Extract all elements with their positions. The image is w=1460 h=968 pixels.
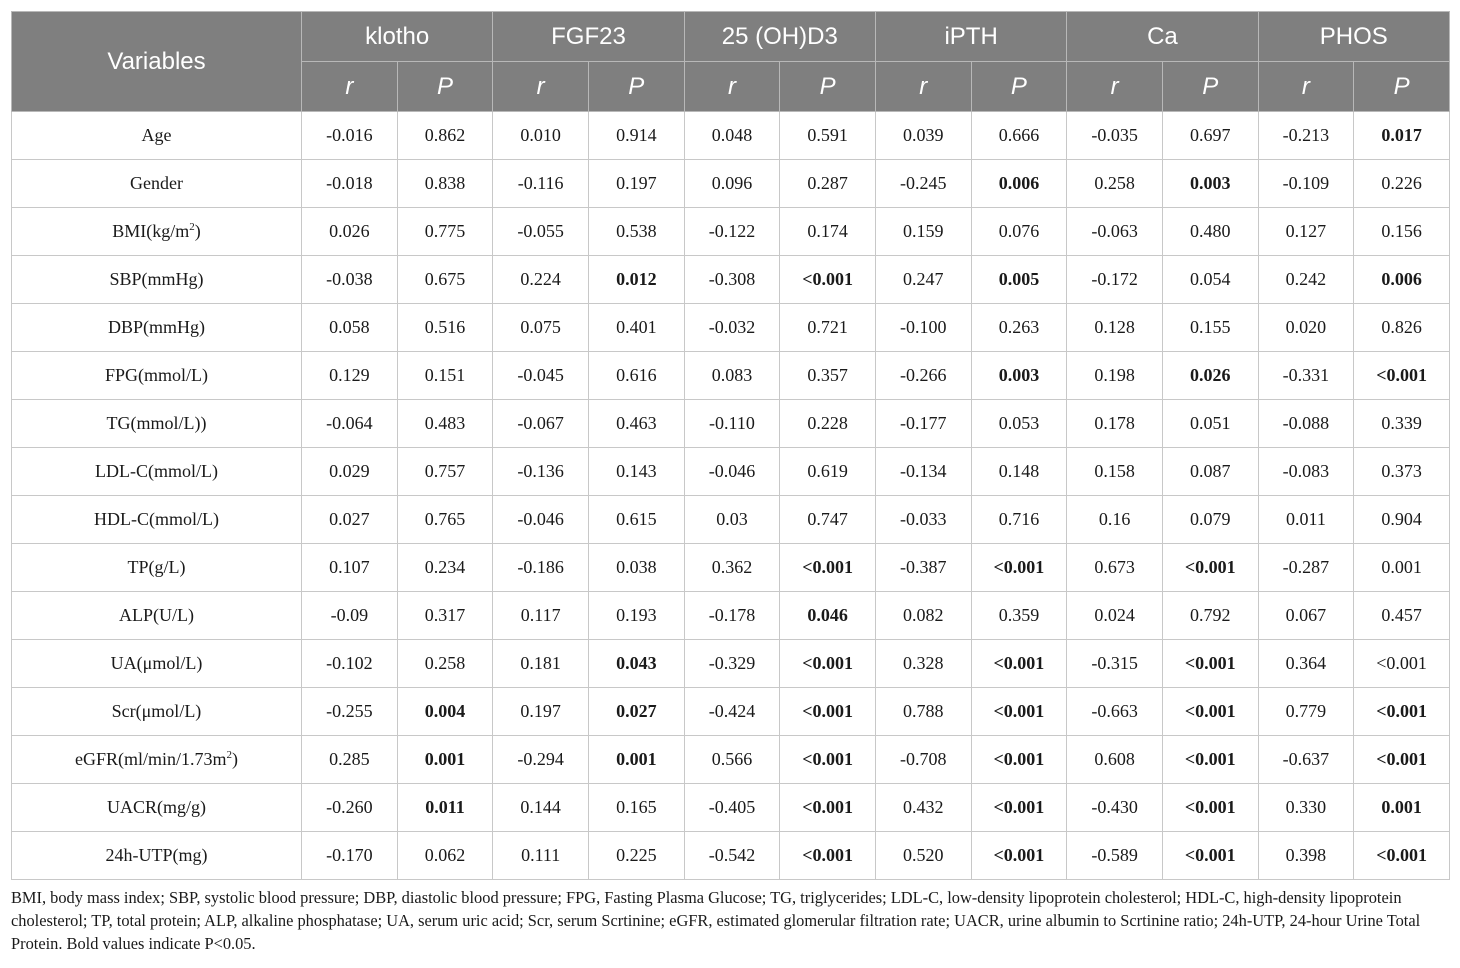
- r-value-cell: -0.088: [1258, 400, 1354, 448]
- variable-label-text: 24h-UTP(mg): [105, 845, 208, 865]
- variable-label-text: SBP(mmHg): [109, 269, 204, 289]
- r-value-cell: -0.038: [302, 256, 398, 304]
- variable-label-text: ALP(U/L): [119, 605, 194, 625]
- subheader-r: r: [1258, 62, 1354, 112]
- p-value-cell: 0.027: [588, 688, 684, 736]
- subheader-p: P: [397, 62, 493, 112]
- p-value-cell: 0.359: [971, 592, 1067, 640]
- table-body: [12, 112, 1450, 880]
- r-value-cell: -0.186: [493, 544, 589, 592]
- table-row: [12, 448, 1450, 496]
- variable-label-text: Scr(μmol/L): [111, 701, 202, 721]
- r-value-cell: -0.589: [1067, 832, 1163, 880]
- r-value-cell: 0.197: [493, 688, 589, 736]
- r-value-cell: 0.520: [875, 832, 971, 880]
- r-value-cell: 0.608: [1067, 736, 1163, 784]
- p-value-cell: 0.757: [397, 448, 493, 496]
- p-value-cell: 0.006: [1354, 256, 1450, 304]
- p-value-cell: 0.463: [588, 400, 684, 448]
- p-value-cell: 0.615: [588, 496, 684, 544]
- p-value-cell: 0.001: [1354, 784, 1450, 832]
- r-value-cell: -0.083: [1258, 448, 1354, 496]
- r-value-cell: -0.063: [1067, 208, 1163, 256]
- r-value-cell: -0.708: [875, 736, 971, 784]
- p-value-cell: 0.001: [397, 736, 493, 784]
- p-value-cell: 0.012: [588, 256, 684, 304]
- r-value-cell: -0.424: [684, 688, 780, 736]
- p-value-cell: 0.516: [397, 304, 493, 352]
- r-value-cell: 0.127: [1258, 208, 1354, 256]
- p-value-cell: 0.775: [397, 208, 493, 256]
- r-value-cell: -0.122: [684, 208, 780, 256]
- r-value-cell: 0.398: [1258, 832, 1354, 880]
- variable-label-text: HDL-C(mmol/L): [94, 509, 219, 529]
- r-value-cell: 0.128: [1067, 304, 1163, 352]
- p-value-cell: 0.051: [1162, 400, 1258, 448]
- p-value-cell: 0.616: [588, 352, 684, 400]
- r-value-cell: 0.285: [302, 736, 398, 784]
- variable-label: [12, 544, 302, 592]
- p-value-cell: 0.006: [971, 160, 1067, 208]
- table-footnote: BMI, body mass index; SBP, systolic blood pressure; DBP, diastolic blood pressure; FPG, Fasting Plasma Glucose; TG, triglycerides; LDL-C, low-density lipoprotein cholesterol; HDL-C, high-density lipoprotein cholesterol; TP, total protein; ALP, alkaline phosphatase; UA, serum uric acid; Scr, serum Scrtinine; eGFR, estimated glomerular filtration rate; UACR, urine albumin to Scrtinine ratio; 24h-UTP, 24-hour Urine Total Protein. Bold values indicate P<0.05.: [11, 888, 1421, 953]
- r-value-cell: 0.024: [1067, 592, 1163, 640]
- table-row: [12, 160, 1450, 208]
- table-row: [12, 496, 1450, 544]
- r-value-cell: 0.082: [875, 592, 971, 640]
- p-value-cell: 0.087: [1162, 448, 1258, 496]
- p-value-cell: 0.225: [588, 832, 684, 880]
- p-value-cell: 0.003: [1162, 160, 1258, 208]
- p-value-cell: 0.838: [397, 160, 493, 208]
- r-value-cell: 0.258: [1067, 160, 1163, 208]
- subheader-p: P: [588, 62, 684, 112]
- variable-label: [12, 688, 302, 736]
- r-value-cell: -0.178: [684, 592, 780, 640]
- variable-label-superscript: 2: [226, 749, 232, 761]
- p-value-cell: 0.004: [397, 688, 493, 736]
- r-value-cell: 0.159: [875, 208, 971, 256]
- r-value-cell: -0.134: [875, 448, 971, 496]
- r-value-cell: 0.198: [1067, 352, 1163, 400]
- p-value-cell: <0.001: [971, 832, 1067, 880]
- variable-label-superscript: 2: [189, 221, 195, 233]
- subheader-r: r: [302, 62, 398, 112]
- r-value-cell: -0.09: [302, 592, 398, 640]
- r-value-cell: 0.117: [493, 592, 589, 640]
- r-value-cell: 0.048: [684, 112, 780, 160]
- variable-label: [12, 160, 302, 208]
- r-value-cell: -0.100: [875, 304, 971, 352]
- r-value-cell: -0.172: [1067, 256, 1163, 304]
- p-value-cell: 0.826: [1354, 304, 1450, 352]
- r-value-cell: -0.637: [1258, 736, 1354, 784]
- p-value-cell: <0.001: [1162, 736, 1258, 784]
- r-value-cell: -0.387: [875, 544, 971, 592]
- r-value-cell: -0.055: [493, 208, 589, 256]
- r-value-cell: -0.032: [684, 304, 780, 352]
- p-value-cell: <0.001: [971, 736, 1067, 784]
- r-value-cell: 0.364: [1258, 640, 1354, 688]
- p-value-cell: 0.165: [588, 784, 684, 832]
- p-value-cell: <0.001: [1354, 640, 1450, 688]
- p-value-cell: <0.001: [780, 688, 876, 736]
- p-value-cell: 0.480: [1162, 208, 1258, 256]
- p-value-cell: 0.043: [588, 640, 684, 688]
- p-value-cell: <0.001: [971, 688, 1067, 736]
- p-value-cell: <0.001: [1162, 640, 1258, 688]
- p-value-cell: 0.156: [1354, 208, 1450, 256]
- r-value-cell: -0.033: [875, 496, 971, 544]
- p-value-cell: 0.193: [588, 592, 684, 640]
- p-value-cell: 0.904: [1354, 496, 1450, 544]
- r-value-cell: -0.331: [1258, 352, 1354, 400]
- p-value-cell: <0.001: [1354, 688, 1450, 736]
- r-value-cell: -0.266: [875, 352, 971, 400]
- r-value-cell: 0.011: [1258, 496, 1354, 544]
- p-value-cell: 0.373: [1354, 448, 1450, 496]
- p-value-cell: 0.001: [588, 736, 684, 784]
- r-value-cell: 0.029: [302, 448, 398, 496]
- table-row: [12, 304, 1450, 352]
- p-value-cell: <0.001: [780, 736, 876, 784]
- p-value-cell: <0.001: [1162, 544, 1258, 592]
- group-header: klotho: [302, 12, 493, 62]
- p-value-cell: 0.862: [397, 112, 493, 160]
- r-value-cell: -0.213: [1258, 112, 1354, 160]
- group-header: Ca: [1067, 12, 1258, 62]
- table-row: [12, 832, 1450, 880]
- p-value-cell: <0.001: [780, 832, 876, 880]
- p-value-cell: 0.697: [1162, 112, 1258, 160]
- p-value-cell: 0.054: [1162, 256, 1258, 304]
- p-value-cell: 0.792: [1162, 592, 1258, 640]
- variable-label: [12, 112, 302, 160]
- p-value-cell: 0.011: [397, 784, 493, 832]
- r-value-cell: 0.111: [493, 832, 589, 880]
- p-value-cell: <0.001: [1354, 352, 1450, 400]
- p-value-cell: 0.339: [1354, 400, 1450, 448]
- r-value-cell: -0.430: [1067, 784, 1163, 832]
- subheader-r: r: [493, 62, 589, 112]
- r-value-cell: 0.181: [493, 640, 589, 688]
- p-value-cell: 0.038: [588, 544, 684, 592]
- p-value-cell: 0.401: [588, 304, 684, 352]
- r-value-cell: -0.035: [1067, 112, 1163, 160]
- p-value-cell: <0.001: [1354, 832, 1450, 880]
- r-value-cell: -0.308: [684, 256, 780, 304]
- p-value-cell: <0.001: [780, 640, 876, 688]
- variable-label: [12, 640, 302, 688]
- table-header: [12, 12, 1450, 112]
- r-value-cell: 0.027: [302, 496, 398, 544]
- r-value-cell: -0.245: [875, 160, 971, 208]
- variable-label-text: Gender: [130, 173, 183, 193]
- variable-label: [12, 592, 302, 640]
- r-value-cell: -0.294: [493, 736, 589, 784]
- r-value-cell: -0.315: [1067, 640, 1163, 688]
- r-value-cell: -0.405: [684, 784, 780, 832]
- p-value-cell: <0.001: [971, 640, 1067, 688]
- r-value-cell: 0.158: [1067, 448, 1163, 496]
- r-value-cell: 0.039: [875, 112, 971, 160]
- variable-label: [12, 352, 302, 400]
- p-value-cell: 0.457: [1354, 592, 1450, 640]
- p-value-cell: <0.001: [971, 784, 1067, 832]
- r-value-cell: 0.566: [684, 736, 780, 784]
- variable-label: [12, 400, 302, 448]
- r-value-cell: 0.224: [493, 256, 589, 304]
- variable-label-text: BMI(kg/m: [112, 221, 190, 241]
- p-value-cell: 0.765: [397, 496, 493, 544]
- r-value-cell: 0.432: [875, 784, 971, 832]
- r-value-cell: 0.328: [875, 640, 971, 688]
- p-value-cell: 0.747: [780, 496, 876, 544]
- variables-header: Variables: [12, 12, 302, 112]
- r-value-cell: 0.083: [684, 352, 780, 400]
- variable-label: [12, 256, 302, 304]
- subheader-r: r: [684, 62, 780, 112]
- p-value-cell: 0.914: [588, 112, 684, 160]
- p-value-cell: <0.001: [1354, 736, 1450, 784]
- p-value-cell: <0.001: [1162, 784, 1258, 832]
- table-row: [12, 688, 1450, 736]
- variable-label: [12, 448, 302, 496]
- variable-label-text: TG(mmol/L)): [106, 413, 207, 433]
- r-value-cell: 0.096: [684, 160, 780, 208]
- r-value-cell: -0.255: [302, 688, 398, 736]
- r-value-cell: -0.016: [302, 112, 398, 160]
- variable-label-text: eGFR(ml/min/1.73m: [74, 749, 227, 769]
- p-value-cell: 0.675: [397, 256, 493, 304]
- p-value-cell: 0.003: [971, 352, 1067, 400]
- r-value-cell: -0.046: [684, 448, 780, 496]
- r-value-cell: -0.542: [684, 832, 780, 880]
- group-header: 25 (OH)D3: [684, 12, 875, 62]
- p-value-cell: 0.001: [1354, 544, 1450, 592]
- variable-label: [12, 208, 302, 256]
- table-row: [12, 256, 1450, 304]
- p-value-cell: 0.317: [397, 592, 493, 640]
- r-value-cell: -0.046: [493, 496, 589, 544]
- p-value-cell: 0.538: [588, 208, 684, 256]
- variable-label: [12, 304, 302, 352]
- r-value-cell: -0.287: [1258, 544, 1354, 592]
- r-value-cell: 0.362: [684, 544, 780, 592]
- p-value-cell: <0.001: [780, 256, 876, 304]
- p-value-cell: 0.666: [971, 112, 1067, 160]
- variable-label: [12, 736, 302, 784]
- p-value-cell: <0.001: [780, 544, 876, 592]
- r-value-cell: -0.064: [302, 400, 398, 448]
- table-row: [12, 112, 1450, 160]
- p-value-cell: 0.046: [780, 592, 876, 640]
- variable-label-text: UACR(mg/g): [107, 797, 206, 817]
- subheader-p: P: [971, 62, 1067, 112]
- p-value-cell: 0.143: [588, 448, 684, 496]
- r-value-cell: 0.075: [493, 304, 589, 352]
- r-value-cell: 0.788: [875, 688, 971, 736]
- variable-label: [12, 496, 302, 544]
- r-value-cell: 0.107: [302, 544, 398, 592]
- r-value-cell: 0.144: [493, 784, 589, 832]
- r-value-cell: 0.010: [493, 112, 589, 160]
- r-value-cell: -0.136: [493, 448, 589, 496]
- p-value-cell: 0.174: [780, 208, 876, 256]
- r-value-cell: 0.178: [1067, 400, 1163, 448]
- r-value-cell: 0.067: [1258, 592, 1354, 640]
- variable-label: [12, 832, 302, 880]
- r-value-cell: -0.177: [875, 400, 971, 448]
- p-value-cell: 0.017: [1354, 112, 1450, 160]
- variable-label-text: Age: [141, 125, 172, 145]
- variable-label-suffix: ): [232, 749, 238, 769]
- variable-label-text: LDL-C(mmol/L): [95, 461, 218, 481]
- p-value-cell: 0.155: [1162, 304, 1258, 352]
- p-value-cell: 0.226: [1354, 160, 1450, 208]
- r-value-cell: -0.109: [1258, 160, 1354, 208]
- group-header: FGF23: [493, 12, 684, 62]
- table-row: [12, 592, 1450, 640]
- r-value-cell: 0.058: [302, 304, 398, 352]
- p-value-cell: 0.258: [397, 640, 493, 688]
- r-value-cell: -0.067: [493, 400, 589, 448]
- table-row: [12, 736, 1450, 784]
- p-value-cell: 0.076: [971, 208, 1067, 256]
- r-value-cell: 0.16: [1067, 496, 1163, 544]
- variable-label-text: FPG(mmol/L): [104, 365, 208, 385]
- p-value-cell: 0.716: [971, 496, 1067, 544]
- group-header: PHOS: [1258, 12, 1449, 62]
- variable-label: [12, 784, 302, 832]
- p-value-cell: 0.721: [780, 304, 876, 352]
- table-row: [12, 784, 1450, 832]
- subheader-r: r: [875, 62, 971, 112]
- table-row: [12, 400, 1450, 448]
- r-value-cell: -0.329: [684, 640, 780, 688]
- variable-label-suffix: ): [194, 221, 201, 241]
- p-value-cell: 0.228: [780, 400, 876, 448]
- subheader-p: P: [1354, 62, 1450, 112]
- p-value-cell: <0.001: [1162, 832, 1258, 880]
- r-value-cell: 0.03: [684, 496, 780, 544]
- r-value-cell: 0.026: [302, 208, 398, 256]
- p-value-cell: 0.053: [971, 400, 1067, 448]
- group-header: iPTH: [875, 12, 1066, 62]
- r-value-cell: 0.673: [1067, 544, 1163, 592]
- p-value-cell: 0.263: [971, 304, 1067, 352]
- correlation-table-container: [11, 11, 1449, 880]
- r-value-cell: 0.779: [1258, 688, 1354, 736]
- r-value-cell: -0.116: [493, 160, 589, 208]
- p-value-cell: <0.001: [971, 544, 1067, 592]
- p-value-cell: 0.148: [971, 448, 1067, 496]
- variable-label-text: TP(g/L): [127, 557, 186, 577]
- table-row: [12, 208, 1450, 256]
- r-value-cell: -0.018: [302, 160, 398, 208]
- table-row: [12, 640, 1450, 688]
- table-row: [12, 544, 1450, 592]
- r-value-cell: -0.663: [1067, 688, 1163, 736]
- variable-label-text: DBP(mmHg): [107, 317, 205, 337]
- subheader-p: P: [1162, 62, 1258, 112]
- r-value-cell: -0.102: [302, 640, 398, 688]
- p-value-cell: 0.197: [588, 160, 684, 208]
- correlation-table: [11, 11, 1450, 880]
- variable-label-text: UA(μmol/L): [110, 653, 203, 673]
- r-value-cell: 0.247: [875, 256, 971, 304]
- p-value-cell: 0.079: [1162, 496, 1258, 544]
- p-value-cell: 0.026: [1162, 352, 1258, 400]
- r-value-cell: -0.110: [684, 400, 780, 448]
- r-value-cell: 0.020: [1258, 304, 1354, 352]
- p-value-cell: 0.234: [397, 544, 493, 592]
- p-value-cell: 0.619: [780, 448, 876, 496]
- p-value-cell: 0.591: [780, 112, 876, 160]
- p-value-cell: 0.483: [397, 400, 493, 448]
- r-value-cell: 0.242: [1258, 256, 1354, 304]
- r-value-cell: -0.045: [493, 352, 589, 400]
- r-value-cell: -0.260: [302, 784, 398, 832]
- p-value-cell: 0.005: [971, 256, 1067, 304]
- r-value-cell: -0.170: [302, 832, 398, 880]
- p-value-cell: <0.001: [1162, 688, 1258, 736]
- r-value-cell: 0.330: [1258, 784, 1354, 832]
- p-value-cell: 0.357: [780, 352, 876, 400]
- subheader-p: P: [780, 62, 876, 112]
- p-value-cell: 0.062: [397, 832, 493, 880]
- r-value-cell: 0.129: [302, 352, 398, 400]
- p-value-cell: 0.151: [397, 352, 493, 400]
- p-value-cell: <0.001: [780, 784, 876, 832]
- subheader-r: r: [1067, 62, 1163, 112]
- table-row: [12, 352, 1450, 400]
- p-value-cell: 0.287: [780, 160, 876, 208]
